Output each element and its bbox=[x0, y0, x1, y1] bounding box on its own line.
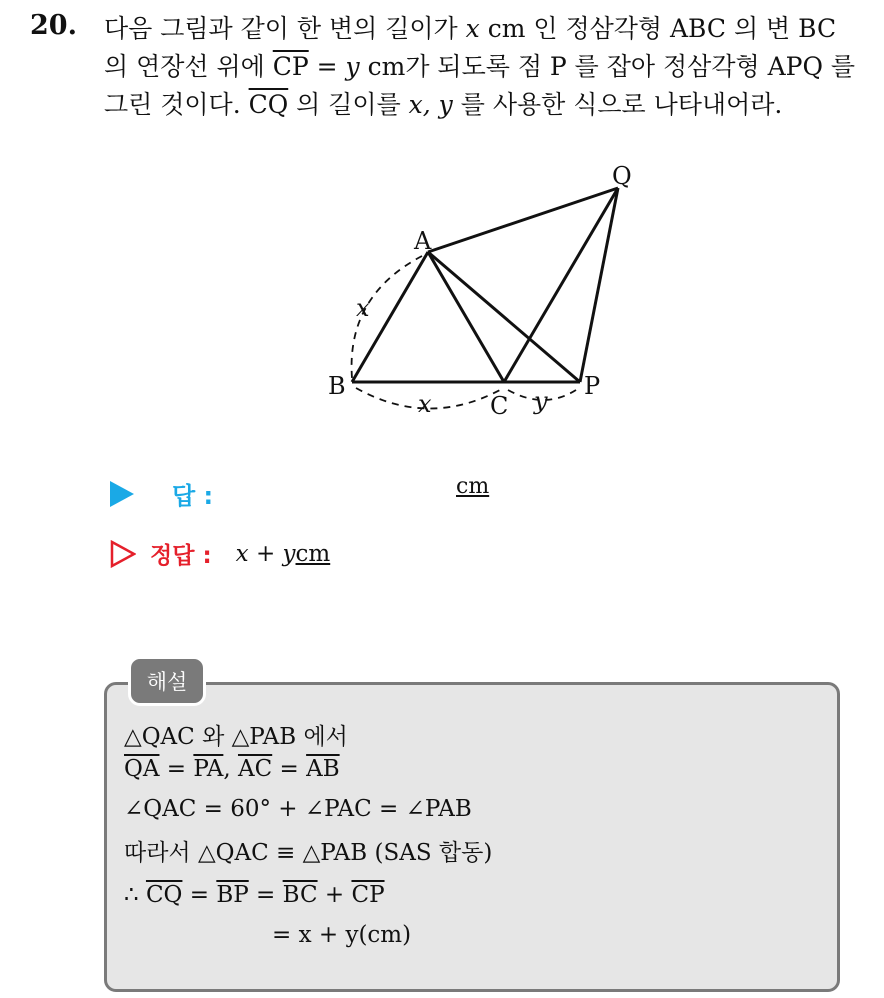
solution-line-3: ∠QAC = 60° + ∠PAC = ∠PAB bbox=[124, 796, 472, 822]
eq-1: = bbox=[159, 756, 194, 782]
label-x-base: x bbox=[418, 390, 432, 418]
segment-cq bbox=[504, 188, 618, 382]
eq-2: = bbox=[272, 756, 307, 782]
solution-line-4: 따라서 △QAC ≡ △PAB (SAS 합동) bbox=[124, 840, 493, 866]
correct-label: 정답 : bbox=[150, 543, 212, 569]
label-a: A bbox=[414, 227, 432, 255]
seg-ab: $\overline{AB}$ bbox=[306, 756, 340, 782]
comma: , bbox=[223, 756, 238, 782]
correct-row bbox=[110, 537, 330, 570]
seg-pa: $\overline{PA}$ bbox=[193, 756, 224, 782]
answer-label: 답 : bbox=[172, 482, 214, 510]
segment-pq bbox=[580, 188, 618, 382]
segment-ac bbox=[428, 252, 504, 382]
correct-unit: cm bbox=[295, 540, 331, 567]
seg-bp: $\overline{BP}$ bbox=[216, 882, 249, 908]
seg-qa: $\overline{QA}$ bbox=[124, 756, 160, 782]
q-text-2: cm 인 정삼각형 ABC 의 변 BC bbox=[479, 14, 837, 43]
label-b: B bbox=[328, 372, 346, 400]
eq-3: = bbox=[182, 882, 217, 908]
q-text-3: 의 연장선 위에 bbox=[104, 52, 273, 81]
q-text-1: 다음 그림과 같이 한 변의 길이가 bbox=[104, 14, 466, 43]
segment-cq: $\overline{CQ}$ bbox=[248, 90, 289, 119]
q-text-4: = bbox=[308, 52, 346, 81]
seg-cq: $\overline{CQ}$ bbox=[145, 882, 183, 908]
segment-aq bbox=[428, 188, 618, 252]
outline-triangle-icon bbox=[110, 540, 136, 568]
geometry-figure bbox=[0, 0, 884, 460]
seg-ac: $\overline{AC}$ bbox=[237, 756, 273, 782]
var-x: x bbox=[465, 14, 480, 43]
label-x-side: x bbox=[356, 294, 370, 322]
label-p: P bbox=[584, 372, 601, 400]
var-y: y bbox=[345, 52, 360, 81]
answer-row bbox=[110, 476, 213, 511]
seg-bc: $\overline{BC}$ bbox=[282, 882, 318, 908]
label-c: C bbox=[490, 392, 509, 420]
label-q: Q bbox=[612, 162, 632, 190]
eq-4: = bbox=[248, 882, 283, 908]
var-xy: x, y bbox=[408, 90, 453, 119]
solution-line-5 bbox=[124, 882, 385, 908]
correct-value bbox=[236, 541, 331, 567]
q-text-7: 의 길이를 bbox=[288, 90, 409, 119]
play-icon bbox=[110, 481, 134, 507]
solution-line-1: △QAC 와 △PAB 에서 bbox=[124, 724, 348, 750]
question-number: 20. bbox=[30, 10, 77, 41]
answer-blank-unit: cm bbox=[456, 474, 490, 499]
solution-line-2 bbox=[124, 756, 340, 782]
seg-cp2: $\overline{CP}$ bbox=[351, 882, 385, 908]
plus: + bbox=[317, 882, 352, 908]
q-text-8: 를 사용한 식으로 나타내어라. bbox=[452, 90, 783, 119]
solution-tab: 해설 bbox=[128, 656, 206, 706]
therefore: ∴ bbox=[124, 882, 146, 908]
q-text-6: 그린 것이다. bbox=[104, 90, 249, 119]
label-y-base: y bbox=[534, 387, 548, 415]
solution-line-6: = x + y(cm) bbox=[272, 922, 412, 948]
q-text-5: cm가 되도록 점 P 를 잡아 정삼각형 APQ 를 bbox=[359, 52, 856, 81]
segment-ap bbox=[428, 252, 580, 382]
segment-cp: $\overline{CP}$ bbox=[272, 52, 309, 81]
correct-expression: x + y bbox=[235, 540, 296, 567]
